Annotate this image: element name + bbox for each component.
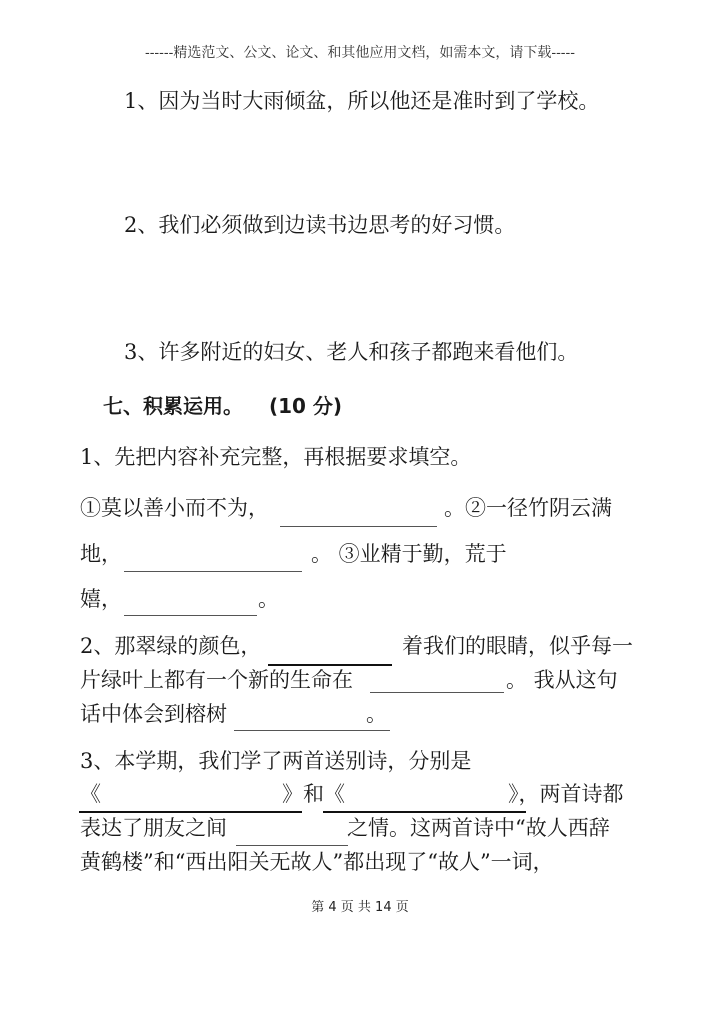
q1-blank-2[interactable] <box>124 571 302 572</box>
sentence-1: 1、因为当时大雨倾盆，所以他还是准时到了学校。 <box>124 89 600 113</box>
q3-line2-a: 《 <box>80 782 101 806</box>
download-banner: ------精选范文、公文、论文、和其他应用文档，如需本文，请下载----- <box>144 45 576 61</box>
q1-line3-b: 。 <box>258 587 279 611</box>
q3-line2-b: 》和《 <box>282 782 345 806</box>
q2-line1-b: 着我们的眼睛，似乎每一 <box>402 634 633 658</box>
q1-line1-b: 。②一径竹阴云满 <box>444 496 612 520</box>
q1-line3-a: 嬉， <box>80 587 122 611</box>
q2-line1-a: 2、那翠绿的颜色， <box>80 634 262 658</box>
q3-line1: 3、本学期，我们学了两首送别诗，分别是 <box>80 749 472 773</box>
q3-line4: 黄鹤楼”和“西出阳关无故人”都出现了“故人”一词， <box>80 850 554 874</box>
section-title <box>103 390 342 419</box>
q1-blank-3[interactable] <box>124 615 257 616</box>
q2-blank-3[interactable] <box>234 730 390 731</box>
section-score: (10 分) <box>269 394 343 418</box>
q1-line1-a: ①莫以善小而不为， <box>80 496 269 520</box>
sentence-2: 2、我们必须做到边读书边思考的好习惯。 <box>124 213 516 237</box>
q3-line3-a: 表达了朋友之间 <box>80 816 227 840</box>
q2-line2-a: 片绿叶上都有一个新的生命在 <box>80 668 353 692</box>
q2-blank-2[interactable] <box>370 692 504 693</box>
section-title-text: 七、积累运用。 <box>103 394 243 418</box>
q2-line2-b: 。 我从这句 <box>506 668 618 692</box>
q2-line3-b: 。 <box>366 702 387 726</box>
q3-line3-b: 之情。这两首诗中“故人西辞 <box>347 816 610 840</box>
q1-line2-a: 地， <box>80 542 122 566</box>
q1-prompt: 1、先把内容补充完整，再根据要求填空。 <box>80 445 472 469</box>
q1-blank-1[interactable] <box>280 526 437 527</box>
q3-line2-c: 》，两首诗都 <box>508 782 624 806</box>
q1-line2-b: 。 ③业精于勤，荒于 <box>311 542 507 566</box>
q2-line3-a: 话中体会到榕树 <box>80 702 227 726</box>
page-number: 第 4 页 共 14 页 <box>311 900 409 915</box>
sentence-3: 3、许多附近的妇女、老人和孩子都跑来看他们。 <box>124 340 579 364</box>
